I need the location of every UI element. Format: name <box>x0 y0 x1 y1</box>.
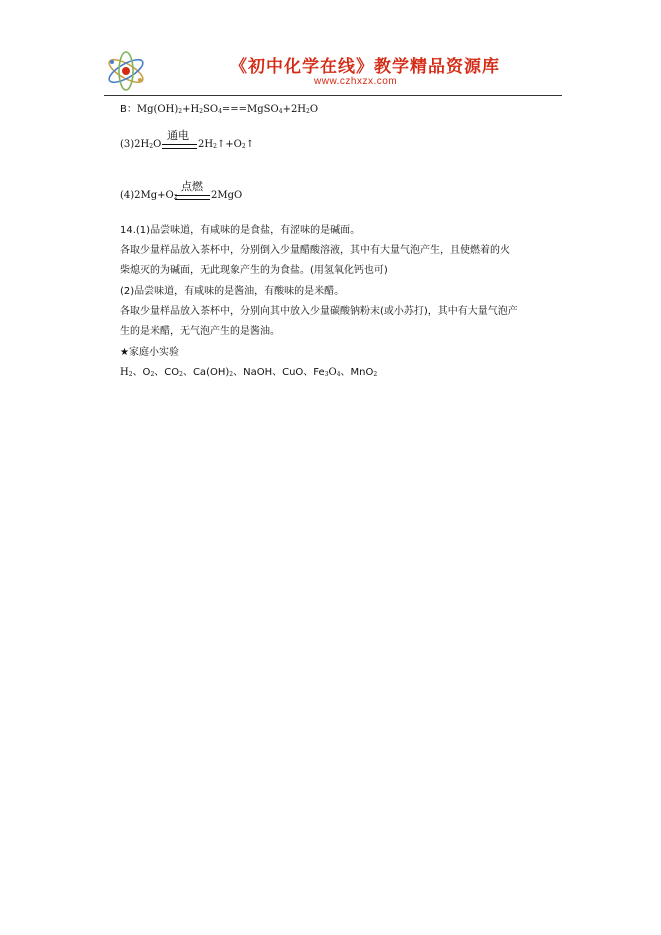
experiment-formula-list: H2、O2、CO2、Ca(OH)2、NaOH、CuO、Fe3O4、MnO2 <box>120 367 378 378</box>
banner-url: www.czhxzx.com <box>314 76 398 87</box>
equation-4-equals <box>175 195 210 200</box>
page-header <box>102 48 562 94</box>
q14-method2-line2: 生的是米醋，无气泡产生的是酱油。 <box>120 326 280 337</box>
atom-logo-icon <box>104 50 148 92</box>
equation-b: B：Mg(OH)2+H2SO4===MgSO4+2H2O <box>120 104 319 115</box>
equation-3-equals <box>162 144 197 149</box>
equation-4-condition: 点燃 <box>181 180 203 193</box>
experiment-heading: ★家庭小实验 <box>120 347 179 358</box>
equation-3-condition: 通电 <box>167 129 189 142</box>
q14-method1-line1: 各取少量样品放入茶杯中，分别倒入少量醋酸溶液，其中有大量气泡产生，且使燃着的火 <box>120 245 510 256</box>
equation-3-right: 2H2↑+O2↑ <box>198 139 255 150</box>
equation-3-left: (3)2H2O <box>120 139 162 150</box>
q14-method1-line2: 柴熄灭的为碱面，无此现象产生的为食盐。(用氢氧化钙也可) <box>120 265 388 276</box>
header-divider <box>104 95 562 96</box>
equation-b-label: B： <box>120 104 137 115</box>
equation-4-right: 2MgO <box>211 190 243 201</box>
q14-part1-taste: 14.(1)品尝味道，有咸味的是食盐，有涩味的是碱面。 <box>120 225 361 236</box>
q14-method2-line1: 各取少量样品放入茶杯中，分别向其中放入少量碳酸钠粉末(或小苏打)，其中有大量气泡产 <box>120 306 518 317</box>
banner-title: 《初中化学在线》教学精品资源库 <box>230 57 500 77</box>
equation-4-left: (4)2Mg+O2 <box>120 190 178 201</box>
q14-part2-taste: (2)品尝味道，有咸味的是酱油，有酸味的是米醋。 <box>120 286 345 297</box>
